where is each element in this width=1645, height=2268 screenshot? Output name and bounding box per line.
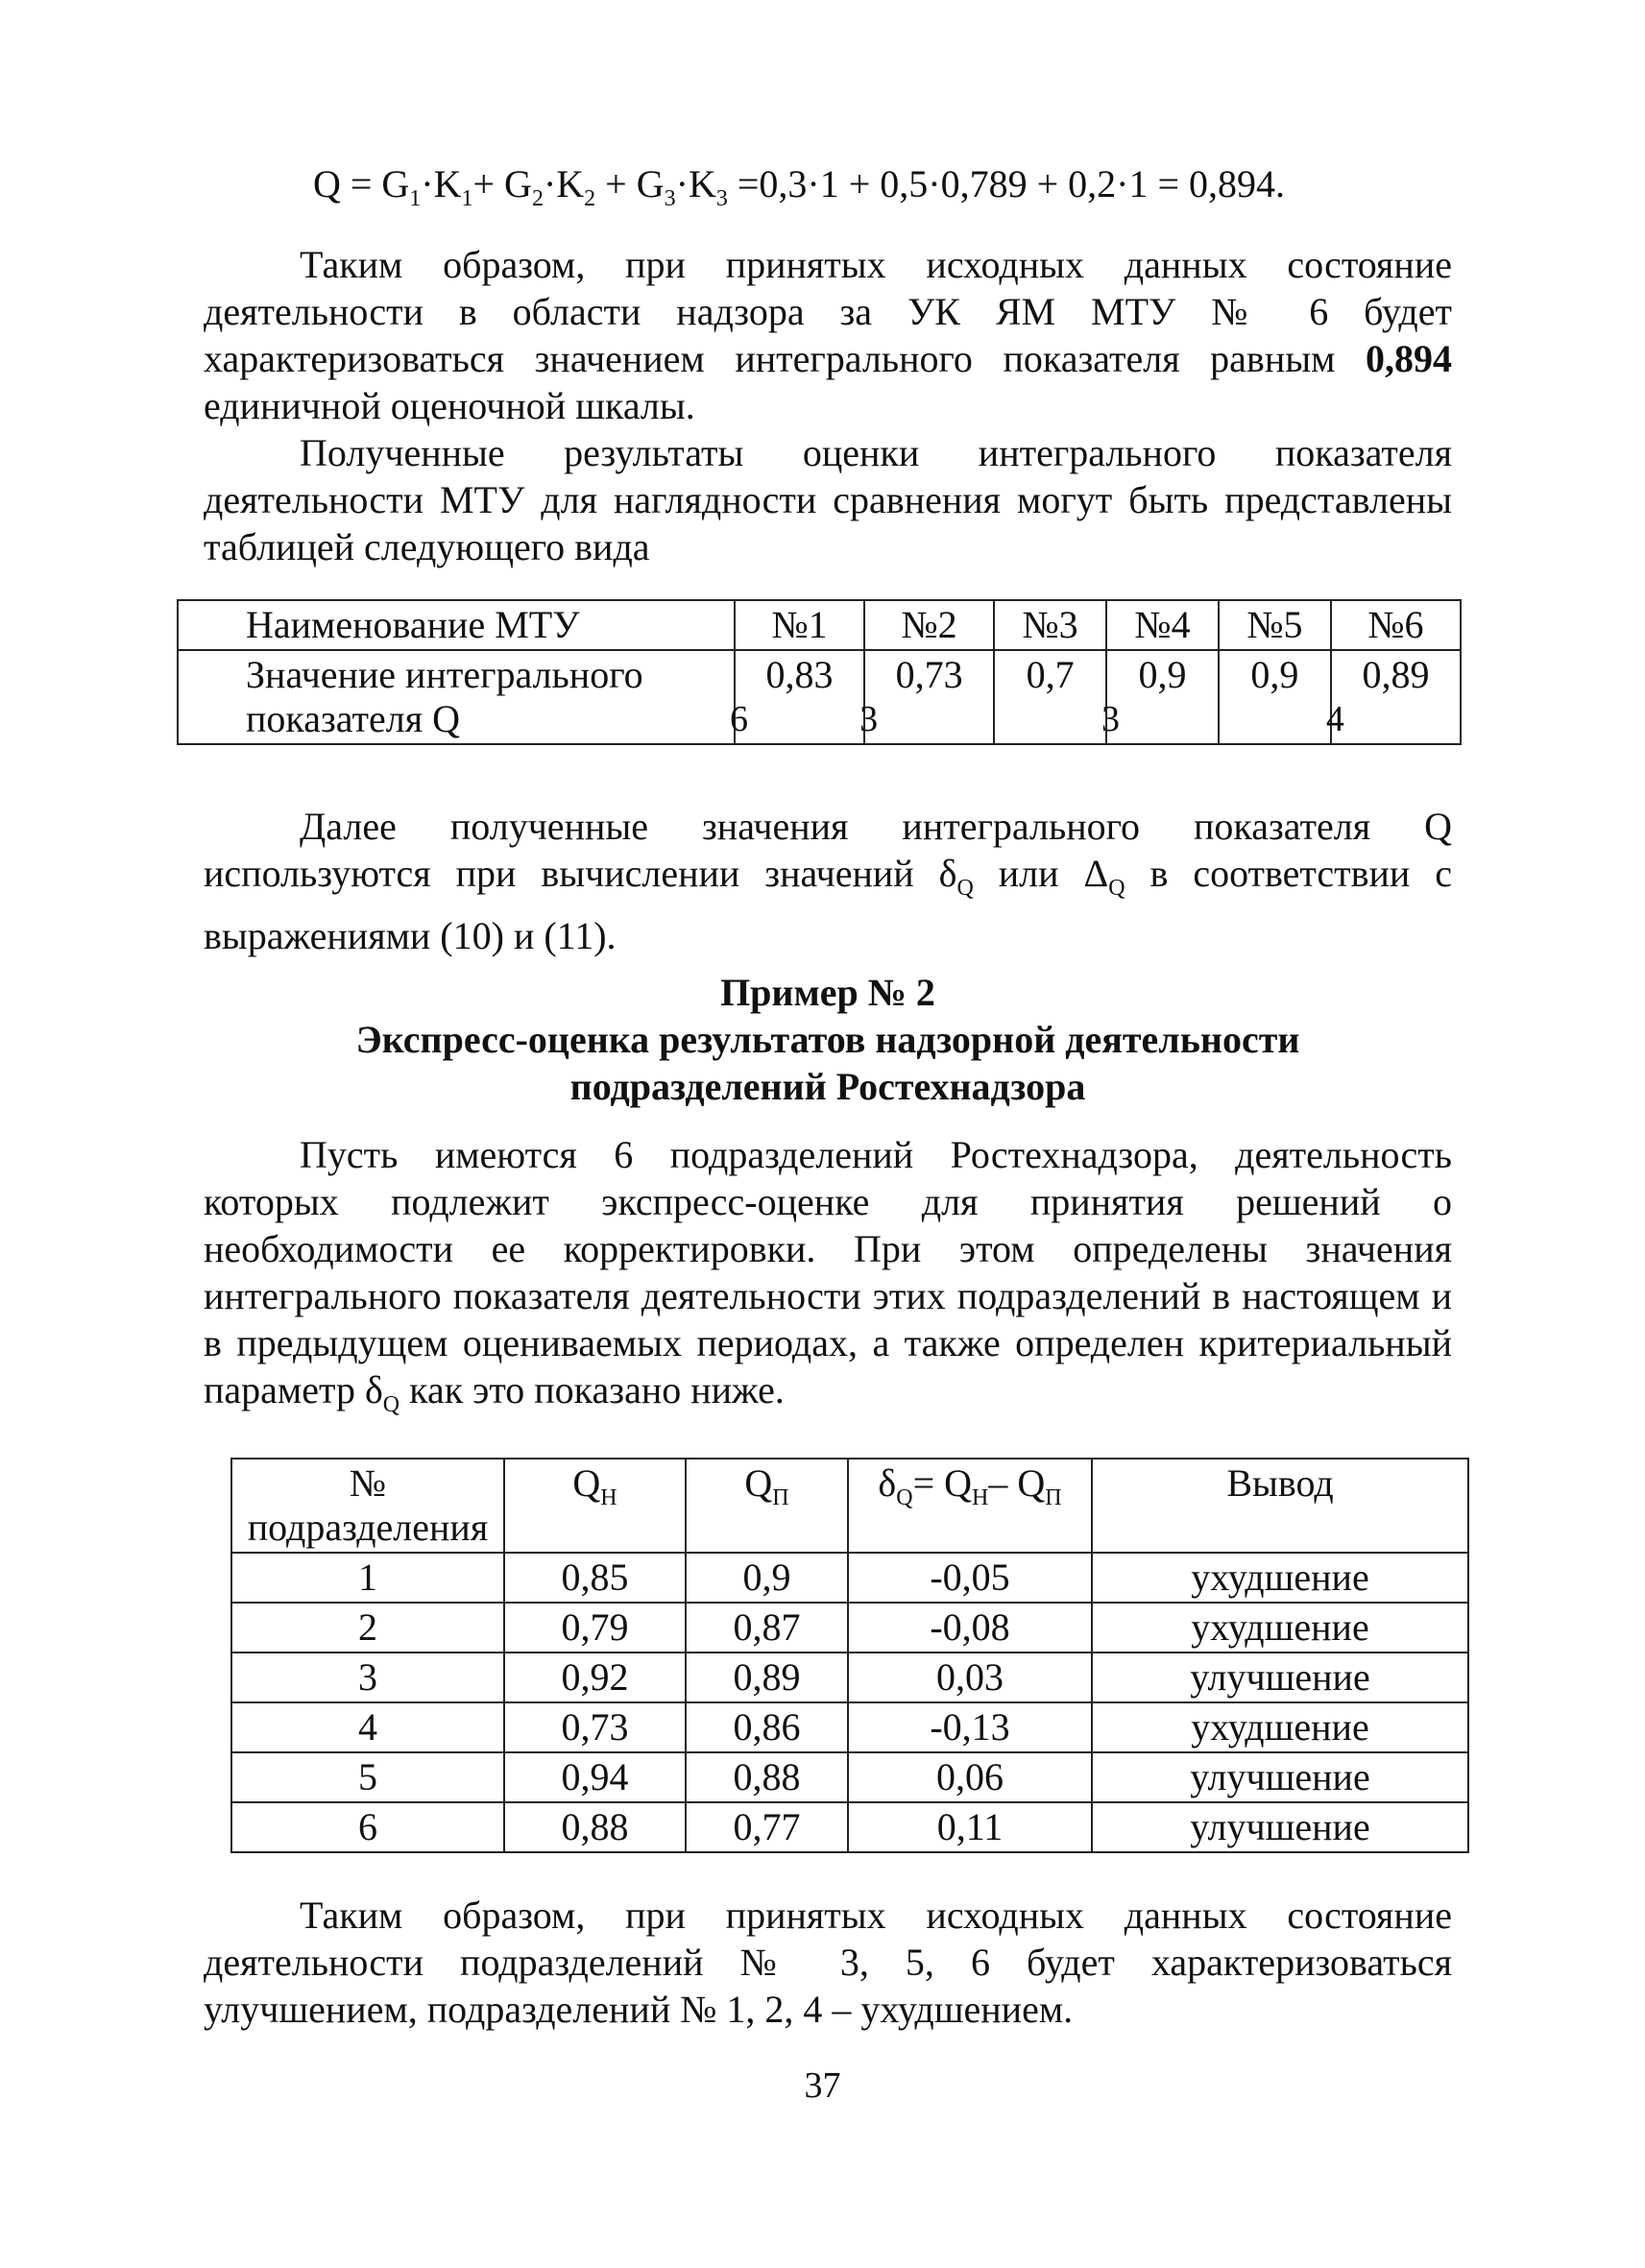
division-header-row bbox=[231, 1459, 1468, 1553]
mtu-col: №6 bbox=[1331, 600, 1461, 650]
mtu-value-text: 0,9 bbox=[1250, 653, 1299, 696]
cell-qn: 0,88 bbox=[504, 1802, 686, 1852]
mtu-value bbox=[1219, 650, 1331, 744]
mtu-col: №5 bbox=[1219, 600, 1331, 650]
cell-delta: 0,03 bbox=[848, 1653, 1092, 1702]
table-row bbox=[231, 1752, 1468, 1802]
cell-delta: 0,06 bbox=[848, 1752, 1092, 1802]
mtu-col: №3 bbox=[994, 600, 1106, 650]
mtu-value-fragment: 4 bbox=[1325, 699, 1344, 739]
paragraph-text: Пусть имеются 6 подразделений Ростехнадзора, деятельность которых подлежит экспресс-оценке для принятия решений о необходимости ее корректировки. При этом определены значения интегрального показателя деятельности этих подразделений в настоящем и в предыдущем оцениваемых периодах, а также определен критериальный параметр δ bbox=[204, 1133, 1452, 1411]
header-text: – Q bbox=[988, 1461, 1046, 1505]
mtu-value-fragment: 3 bbox=[1101, 699, 1121, 739]
cell-qp: 0,77 bbox=[686, 1802, 848, 1852]
document-page bbox=[204, 144, 1452, 2033]
subscript: Q bbox=[382, 1392, 400, 1417]
mtu-value-text: 0,9 bbox=[1138, 653, 1187, 696]
formula-sub: 2 bbox=[584, 186, 596, 211]
cell-qp: 0,86 bbox=[686, 1702, 848, 1752]
formula-part: Q = G bbox=[312, 162, 410, 205]
division-table bbox=[230, 1458, 1469, 1853]
mtu-value-fragment: 3 bbox=[859, 699, 879, 739]
cell-qn: 0,92 bbox=[504, 1653, 686, 1702]
cell-number: 1 bbox=[231, 1553, 504, 1603]
cell-number: 6 bbox=[231, 1802, 504, 1852]
cell-conclusion: ухудшение bbox=[1092, 1603, 1468, 1653]
formula-part: ·K bbox=[675, 162, 716, 205]
cell-delta: 0,11 bbox=[848, 1802, 1092, 1852]
example-title: Пример № 2 bbox=[720, 971, 935, 1014]
table-row bbox=[231, 1603, 1468, 1653]
cell-conclusion: улучшение bbox=[1092, 1802, 1468, 1852]
example-subtitle-line-2: подразделений Ростехнадзора bbox=[569, 1065, 1086, 1108]
subscript: Q bbox=[956, 876, 974, 901]
mtu-row-label: Значение интегрального показателя Q bbox=[178, 650, 735, 744]
mtu-header-row bbox=[178, 600, 1461, 650]
cell-conclusion: ухудшение bbox=[1092, 1702, 1468, 1752]
subscript: П bbox=[772, 1485, 789, 1510]
mtu-value bbox=[1101, 650, 1219, 744]
table-row bbox=[231, 1653, 1468, 1702]
cell-conclusion: улучшение bbox=[1092, 1653, 1468, 1702]
header-text: Q bbox=[744, 1461, 773, 1505]
mtu-value bbox=[1325, 650, 1461, 744]
subscript: П bbox=[1045, 1485, 1062, 1510]
header-division-number: № подразделения bbox=[231, 1459, 504, 1553]
formula-sub: 1 bbox=[461, 186, 473, 211]
formula-sub: 2 bbox=[531, 186, 544, 211]
formula-part: ·K bbox=[421, 162, 462, 205]
paragraph-text: в соответствии с выражениями (10) и (11). bbox=[204, 852, 1453, 957]
subscript: Q bbox=[896, 1485, 913, 1510]
cell-number: 5 bbox=[231, 1752, 504, 1802]
header-text: = Q bbox=[912, 1461, 973, 1505]
formula-part: + G bbox=[472, 162, 532, 205]
paragraph-1 bbox=[204, 241, 1452, 429]
formula-sub: 3 bbox=[664, 186, 676, 211]
cell-qp: 0,9 bbox=[686, 1553, 848, 1603]
table-row bbox=[231, 1802, 1468, 1852]
cell-qn: 0,85 bbox=[504, 1553, 686, 1603]
cell-qp: 0,87 bbox=[686, 1603, 848, 1653]
paragraph-text: или Δ bbox=[973, 852, 1109, 895]
subscript: Н bbox=[972, 1485, 989, 1510]
mtu-header-label: Наименование МТУ bbox=[178, 600, 735, 650]
cell-conclusion: улучшение bbox=[1092, 1752, 1468, 1802]
mtu-value-text: 0,73 bbox=[895, 653, 963, 696]
header-text: Q bbox=[572, 1461, 601, 1505]
paragraph-text: как это показано ниже. bbox=[399, 1368, 785, 1411]
cell-qp: 0,88 bbox=[686, 1752, 848, 1802]
cell-delta: -0,13 bbox=[848, 1702, 1092, 1752]
mtu-value-text: 0,83 bbox=[765, 653, 834, 696]
cell-delta: -0,05 bbox=[848, 1553, 1092, 1603]
mtu-value bbox=[994, 650, 1106, 744]
mtu-value bbox=[859, 650, 994, 744]
paragraph-5: Таким образом, при принятых исходных данных состояние деятельности подразделений № 3, 5, 6 будет характеризоваться улучшением, подразделений № 1, 2, 4 – ухудшением. bbox=[204, 1894, 1452, 2031]
paragraph-text: Далее полученные значения интегрального показателя Q используются при вычислении значений δ bbox=[204, 805, 1452, 895]
paragraph-4 bbox=[204, 1131, 1452, 1429]
table-row bbox=[231, 1553, 1468, 1603]
cell-number: 3 bbox=[231, 1653, 504, 1702]
formula-sub: 1 bbox=[409, 186, 422, 211]
cell-number: 2 bbox=[231, 1603, 504, 1653]
mtu-value-fragment: 6 bbox=[730, 699, 748, 739]
subscript: Н bbox=[600, 1485, 617, 1510]
mtu-col: №2 bbox=[864, 600, 994, 650]
header-conclusion: Вывод bbox=[1092, 1459, 1468, 1553]
page-number: 37 bbox=[804, 2065, 841, 2106]
mtu-col: №1 bbox=[735, 600, 864, 650]
formula-part: =0,3·1 + 0,5·0,789 + 0,2·1 = 0,894. bbox=[727, 162, 1286, 205]
cell-qn: 0,73 bbox=[504, 1702, 686, 1752]
paragraph-text: единичной оценочной шкалы. bbox=[204, 384, 695, 427]
subscript: Q bbox=[1108, 876, 1125, 901]
mtu-value-row bbox=[178, 650, 1461, 744]
cell-qp: 0,89 bbox=[686, 1653, 848, 1702]
formula-q bbox=[204, 161, 1452, 212]
paragraph-3 bbox=[204, 803, 1452, 959]
mtu-col: №4 bbox=[1106, 600, 1219, 650]
formula-part: ·K bbox=[543, 162, 585, 205]
header-qp bbox=[686, 1459, 848, 1553]
cell-conclusion: ухудшение bbox=[1092, 1553, 1468, 1603]
paragraph-2: Полученные результаты оценки интегрального показателя деятельности МТУ для наглядности сравнения могут быть представлены таблицей следующего вида bbox=[204, 431, 1452, 568]
header-qn bbox=[504, 1459, 686, 1553]
cell-number: 4 bbox=[231, 1702, 504, 1752]
mtu-value-text: 0,89 bbox=[1362, 653, 1430, 696]
table-row bbox=[231, 1702, 1468, 1752]
example-subtitle-line-1: Экспресс-оценка результатов надзорной деятельности bbox=[355, 1018, 1300, 1061]
paragraph-text: Таким образом, при принятых исходных данных состояние деятельности в области надзора за УК ЯМ МТУ № 6 будет характеризоваться значением интегрального показателя равным bbox=[204, 243, 1452, 380]
header-delta bbox=[848, 1459, 1092, 1553]
paragraph-bold-value: 0,894 bbox=[1366, 337, 1452, 380]
header-text: δ bbox=[878, 1461, 897, 1505]
mtu-value-text: 0,7 bbox=[1026, 653, 1075, 696]
formula-sub: 3 bbox=[715, 186, 728, 211]
cell-delta: -0,08 bbox=[848, 1603, 1092, 1653]
mtu-value bbox=[730, 650, 864, 744]
cell-qn: 0,79 bbox=[504, 1603, 686, 1653]
cell-qn: 0,94 bbox=[504, 1752, 686, 1802]
mtu-table bbox=[177, 599, 1462, 745]
formula-part: + G bbox=[595, 162, 665, 205]
